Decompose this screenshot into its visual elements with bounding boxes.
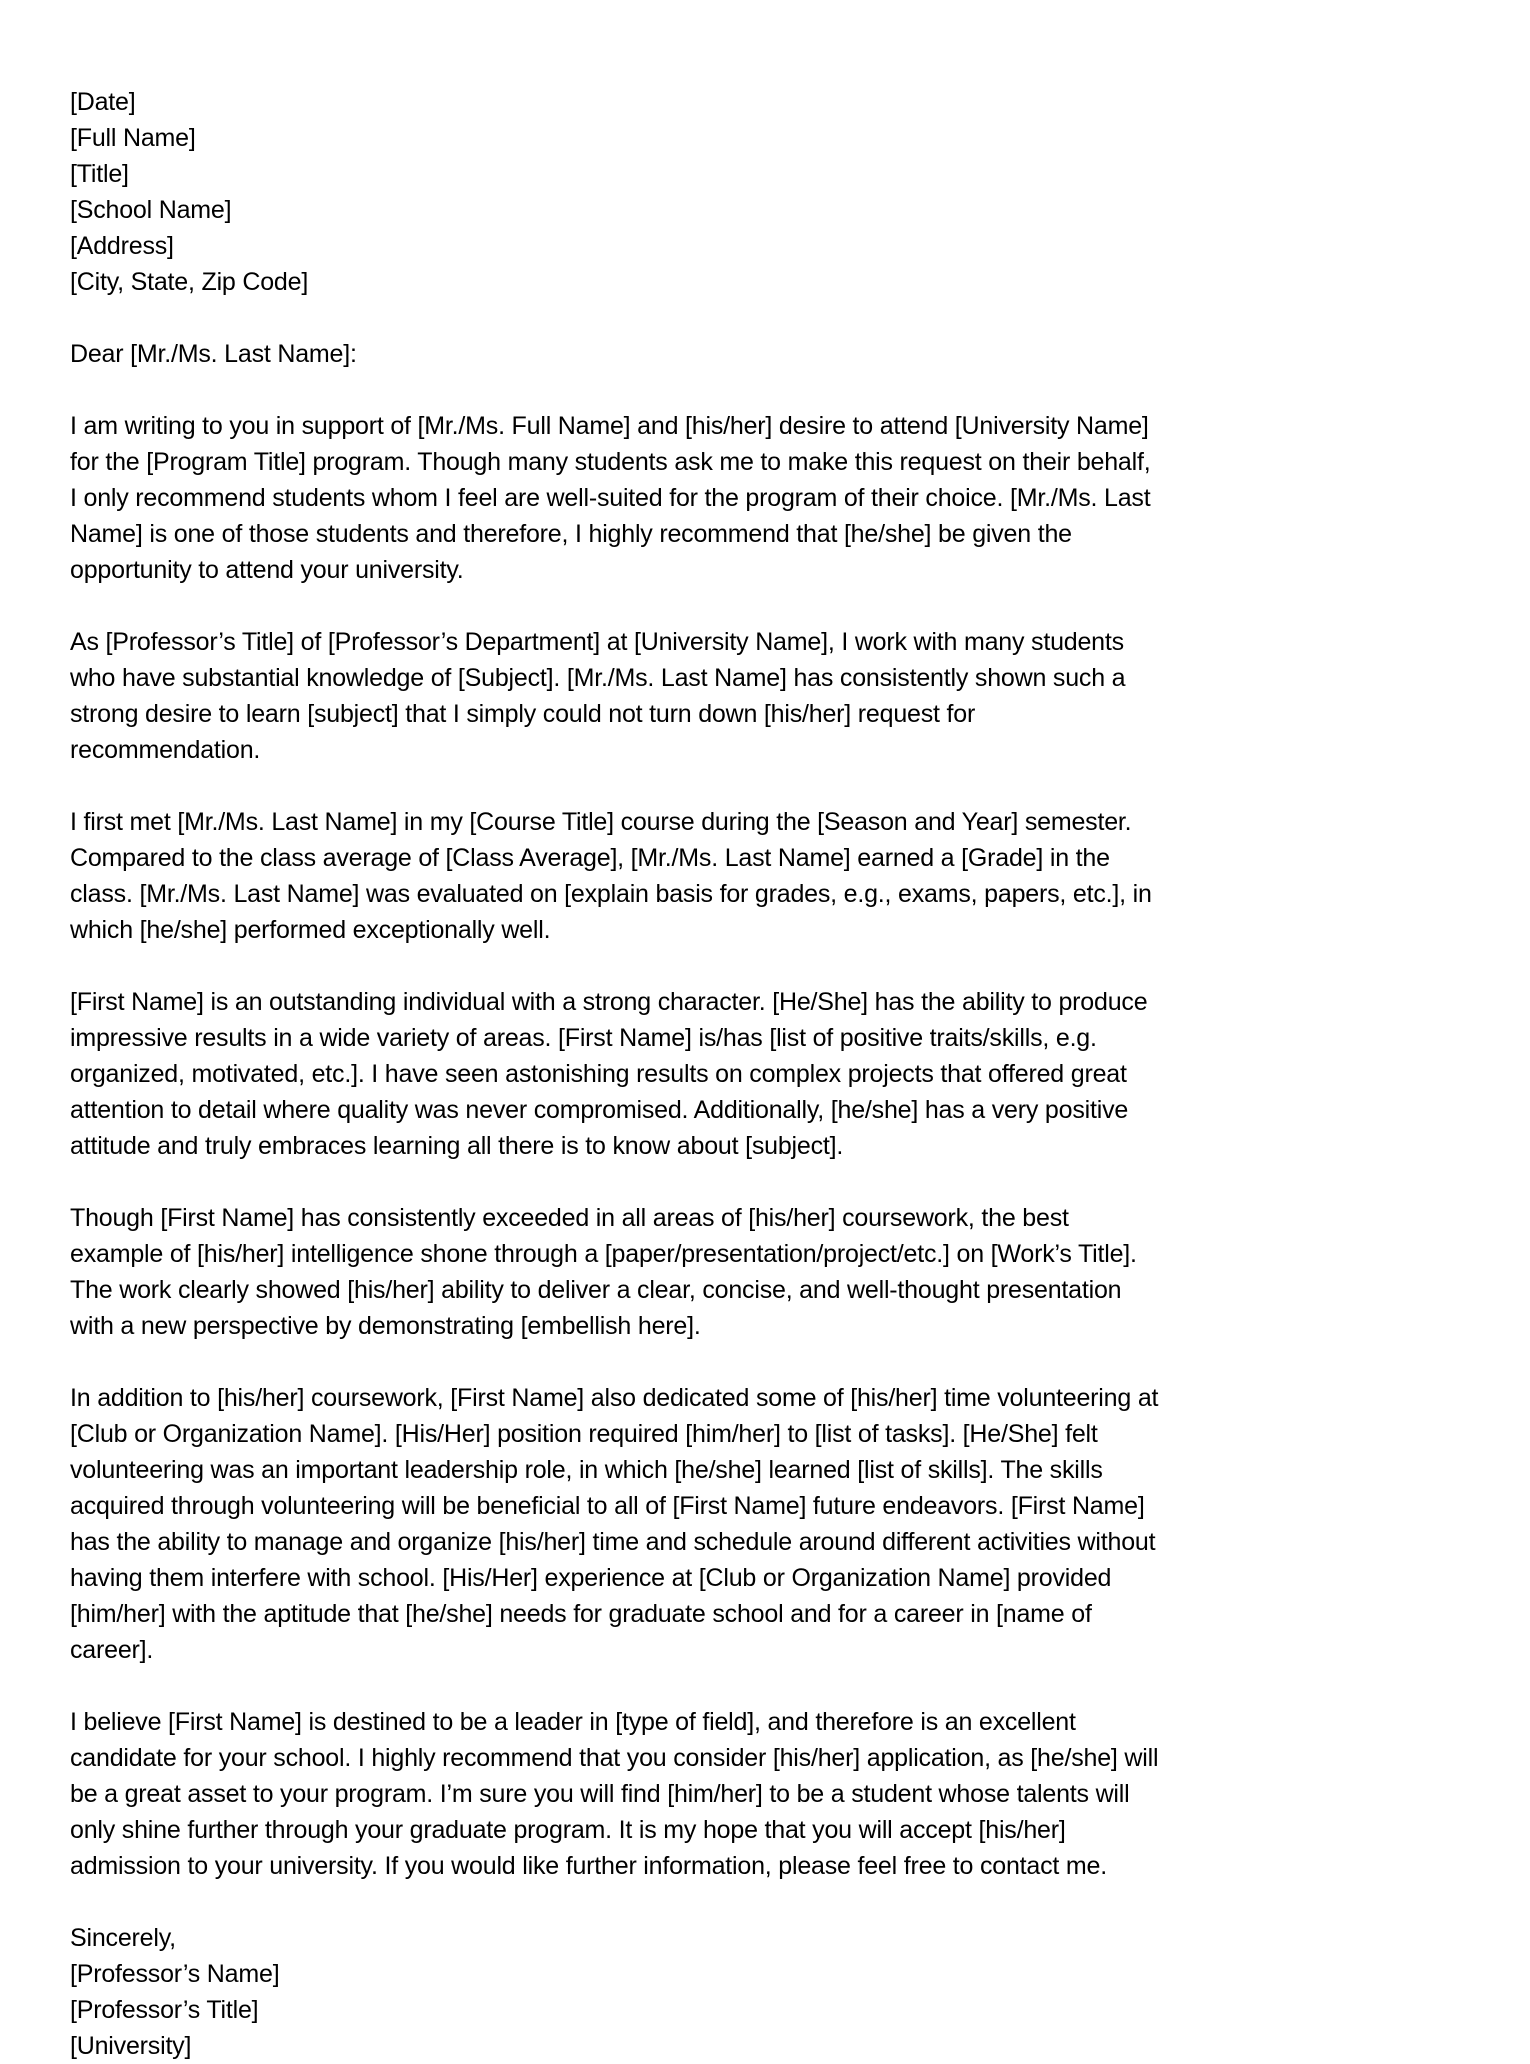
signature-block bbox=[70, 1920, 1162, 2064]
recipient-name-line: [Full Name] bbox=[70, 124, 196, 152]
paragraph-best-work: Though [First Name] has consistently exceeded in all areas of [his/her] coursework, the best example of [his/her] intelligence shone through a [paper/presentation/project/etc.] on [Work’s Title]. The work clearly showed [his/her] ability to deliver a clear, concise, and well-thought presentation with a new perspective by demonstrating [embellish here]. bbox=[70, 1204, 1137, 1340]
recipient-title-line: [Title] bbox=[70, 160, 129, 188]
paragraph-professor-role: As [Professor’s Title] of [Professor’s Department] at [University Name], I work with many students who have substantial knowledge of [Subject]. [Mr./Ms. Last Name] has consistently shown such a strong desire to learn [subject] that I simply could not turn down [his/her] request for recommendation. bbox=[70, 628, 1126, 764]
signature-title-line: [Professor’s Title] bbox=[70, 1996, 259, 2024]
salutation-line: Dear [Mr./Ms. Last Name]: bbox=[70, 340, 357, 368]
closing-line: Sincerely, bbox=[70, 1924, 176, 1952]
paragraph-volunteering: In addition to [his/her] coursework, [First Name] also dedicated some of [his/her] time volunteering at [Club or Organization Name]. [His/Her] position required [him/her] to [list of tasks]. [He/She] felt volunteering was an important leadership role, in which [he/she] learned [list of skills]. The skills acquired through volunteering will be beneficial to all of [First Name] future endeavors. [First Name] has the ability to manage and organize [his/her] time and schedule around different activities without having them interfere with school. [His/Her] experience at [Club or Organization Name] provided [him/her] with the aptitude that [he/she] needs for graduate school and for a career in [name of career]. bbox=[70, 1384, 1159, 1664]
paragraph-conclusion: I believe [First Name] is destined to be a leader in [type of field], and therefore is an excellent candidate for your school. I highly recommend that you consider [his/her] application, as [he/she] will be a great asset to your program. I’m sure you will find [him/her] to be a student whose talents will only shine further through your graduate program. It is my hope that you will accept [his/her] admission to your university. If you would like further information, please feel free to contact me. bbox=[70, 1708, 1159, 1880]
recipient-date-line: [Date] bbox=[70, 88, 136, 116]
paragraph-course-history: I first met [Mr./Ms. Last Name] in my [Course Title] course during the [Season and Year] semester. Compared to the class average of [Class Average], [Mr./Ms. Last Name] earned a [Grade] in the class. [Mr./Ms. Last Name] was evaluated on [explain basis for grades, e.g., exams, papers, etc.], in which [he/she] performed exceptionally well. bbox=[70, 808, 1152, 944]
salutation bbox=[70, 336, 1162, 372]
recipient-school-line: [School Name] bbox=[70, 196, 232, 224]
recipient-address-block bbox=[70, 84, 1162, 300]
recipient-street-line: [Address] bbox=[70, 232, 174, 260]
recipient-city-line: [City, State, Zip Code] bbox=[70, 268, 309, 296]
paragraph-intro: I am writing to you in support of [Mr./Ms. Full Name] and [his/her] desire to attend [University Name] for the [Program Title] program. Though many students ask me to make this request on their behalf, I only recommend students whom I feel are well-suited for the program of their choice. [Mr./Ms. Last Name] is one of those students and therefore, I highly recommend that [he/she] be given the opportunity to attend your university. bbox=[70, 412, 1151, 584]
signature-name-line: [Professor’s Name] bbox=[70, 1960, 280, 1988]
paragraph-character: [First Name] is an outstanding individual with a strong character. [He/She] has the ability to produce impressive results in a wide variety of areas. [First Name] is/has [list of positive traits/skills, e.g. organized, motivated, etc.]. I have seen astonishing results on complex projects that offered great attention to detail where quality was never compromised. Additionally, [he/she] has a very positive attitude and truly embraces learning all there is to know about [subject]. bbox=[70, 988, 1148, 1160]
signature-university-line: [University] bbox=[70, 2032, 192, 2060]
